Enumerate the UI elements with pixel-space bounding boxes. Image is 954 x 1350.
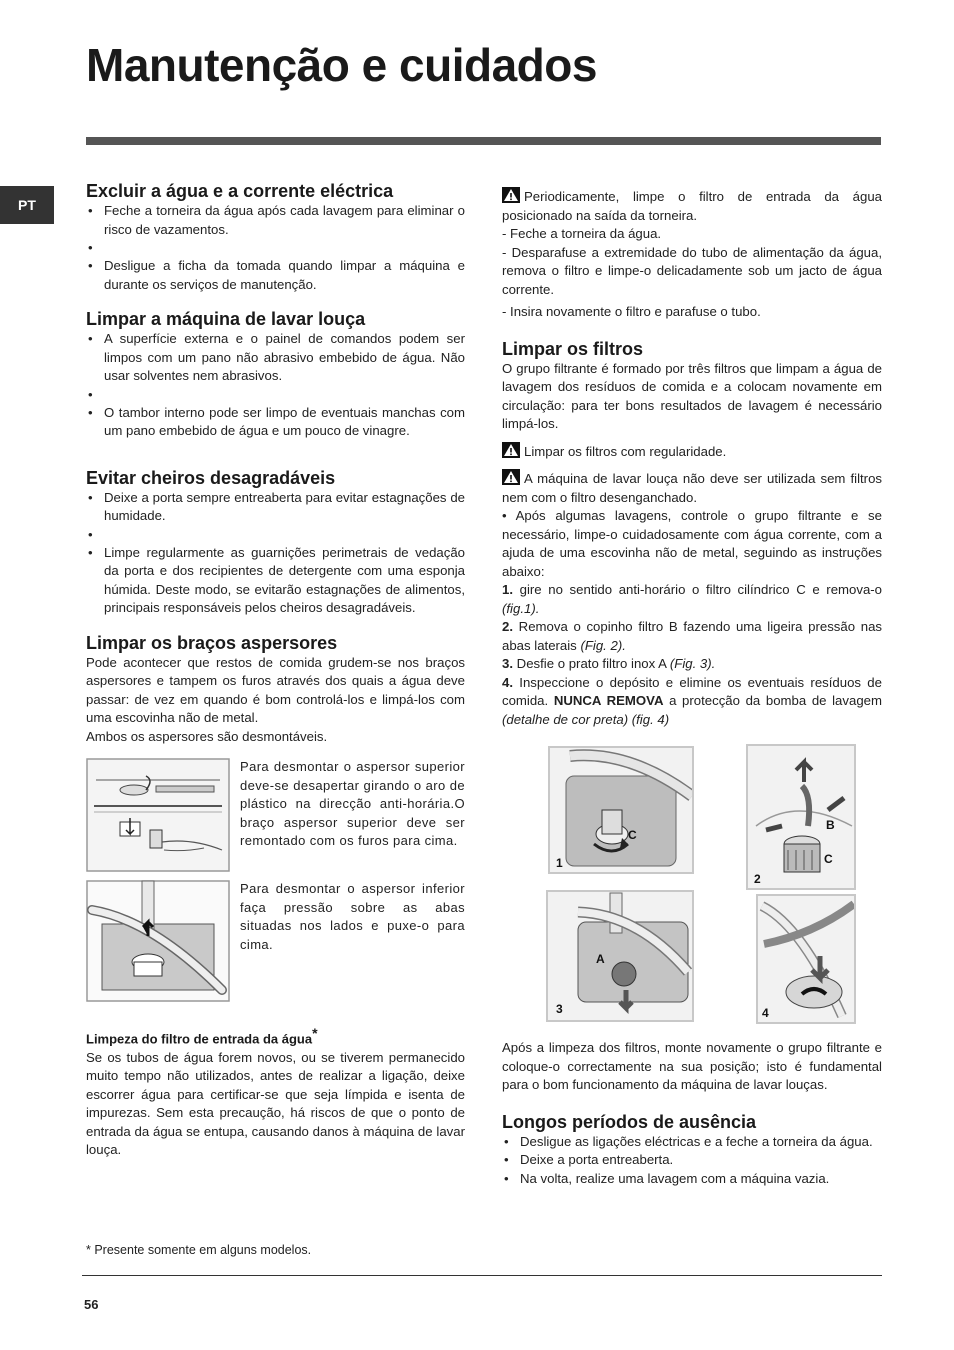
step-number: 2.: [502, 619, 513, 634]
heading-absence: Longos períodos de ausência: [502, 1111, 757, 1132]
spray-arms-text: Pode acontecer que restos de comida grudem-se nos braços aspersores e tampem os furos através dos quais a água deve passar: de vez em quando é bom controlá-los e limpá-los com uma escovinha não de metal.: [86, 654, 465, 725]
label-b: B: [826, 818, 835, 832]
step-text: a protecção da bomba de lavagem: [669, 693, 882, 708]
filter-step-2: [502, 618, 882, 655]
spray-arms-note: Ambos os aspersores são desmontáveis.: [86, 728, 328, 744]
heading-filters: Limpar os filtros: [502, 338, 644, 359]
title-divider: [86, 137, 881, 145]
list-item: • O tambor interno pode ser limpo de eventuais manchas com um pano embebido de água e um pouco de vinagre.: [86, 404, 465, 441]
upper-arm-illustration: [86, 758, 230, 872]
list-item: • Feche a torneira da água após cada lavagem para eliminar o risco de vazamentos.: [86, 202, 465, 239]
step-text: - Feche a torneira da água.: [502, 226, 662, 241]
list-odors: [86, 489, 465, 618]
step-number: 1.: [502, 582, 513, 597]
page-number: 56: [84, 1297, 99, 1312]
language-tab: PT: [0, 186, 54, 224]
figure-number: 2: [754, 872, 761, 886]
figure-number: 1: [556, 856, 563, 870]
step-text: Inspeccione o depósito e elimine os eventuais resíduos de comida.: [502, 674, 882, 708]
label-a: A: [596, 952, 605, 966]
step-text: gire no sentido anti-horário o filtro cilíndrico C e remova-o: [519, 582, 883, 597]
upper-arm-text: Para desmontar o aspersor superior deve-se desapertar girando o aro de plástico na direcção anti-horária.O braço aspersor superior deve ser remontado com os furos para cima.: [240, 759, 465, 848]
spacer: [86, 526, 465, 544]
list-clean-machine: [86, 330, 465, 441]
spacer: [86, 239, 465, 257]
inlet-filter-text: Se os tubos de água forem novos, ou se tiverem permanecido muito tempo não utilizados, antes de realizar a ligação, deixe escorrer água para certificar-se que seja límpida e isenta de impurezas. Sem esta precaução, há riscos de que o ponto de entrada da água se entupa, causando danos à máquina de lavar louça.: [86, 1049, 465, 1158]
filters-intro: O grupo filtrante é formado por três filtros que limpam a água de lavagem dos resíduos de comida e a colocam novamente em circulação: para ter bons resultados de lavagem é necessário limpá-los.: [502, 360, 882, 431]
warning-text: Limpar os filtros com regularidade.: [524, 443, 727, 459]
figure-ref: (Fig. 2).: [580, 637, 626, 653]
heading-spray-arms: Limpar os braços aspersores: [86, 632, 338, 653]
warning-inlet-filter: [502, 187, 882, 225]
footnote: * Presente somente em alguns modelos.: [86, 1243, 312, 1257]
filters-instructions: • Após algumas lavagens, controle o grupo filtrante e se necessário, limpe-o cuidadosamente com água corrente, com a ajuda de uma escovinha não de metal, seguindo as instruções abaixo:: [502, 508, 882, 579]
footnote-marker: *: [312, 1025, 318, 1041]
filter-figures: [546, 744, 856, 1026]
list-absence: [502, 1133, 882, 1189]
warning-no-filter: [502, 469, 882, 507]
list-item: • Desligue a ficha da tomada quando limpar a máquina e durante os serviços de manutenção.: [86, 257, 465, 294]
step-text: - Insira novamente o filtro e parafuse o tubo.: [502, 304, 761, 319]
list-item: • Deixe a porta entreaberta.: [502, 1151, 882, 1170]
list-water-power: [86, 202, 465, 294]
step-number: 3.: [502, 656, 513, 671]
lower-arm-illustration: [86, 880, 230, 1002]
figure-ref: (fig.1).: [502, 600, 540, 616]
page-title: Manutenção e cuidados: [86, 39, 597, 91]
lower-arm-figure-row: [86, 880, 465, 1002]
spacer: [86, 386, 465, 404]
figure-number: 4: [762, 1006, 769, 1020]
heading-clean-machine: Limpar a máquina de lavar louça: [86, 309, 366, 329]
label-c: C: [628, 828, 637, 842]
emphasis: NUNCA REMOVA: [553, 693, 664, 708]
figure-ref: (detalhe de cor preta) (fig. 4): [502, 711, 670, 727]
right-column-lower: [502, 1039, 882, 1188]
after-cleaning-text: Após a limpeza dos filtros, monte novamente o grupo filtrante e coloque-o correctamente na sua posição; isto é fundamental para o bom funcionamento da máquina de lavar louças.: [502, 1040, 882, 1092]
list-item: • Limpe regularmente as guarnições perimetrais de vedação da porta e dos recipientes de detergente com uma esponja húmida. Deste modo, se evitarão estagnações de alimentos, principais responsáveis pelos cheiros desagradáveis.: [86, 544, 465, 618]
step-text: - Desparafuse a extremidade do tubo de alimentação da água, remova o filtro e limpe-o delicadamente sob um jacto de água corrente.: [502, 244, 882, 297]
figure-ref: (Fig. 3).: [669, 656, 716, 671]
figure-4: [756, 894, 856, 1024]
warning-icon: [502, 442, 520, 458]
figure-3: [546, 890, 694, 1022]
list-item: • Desligue as ligações eléctricas e a feche a torneira da água.: [502, 1133, 882, 1152]
figure-number: 3: [556, 1002, 563, 1016]
right-column: [502, 187, 882, 729]
filter-step-4: [502, 674, 882, 730]
step-text: Remova o copinho filtro B fazendo uma ligeira pressão nas abas laterais: [502, 619, 882, 653]
warning-icon: [502, 469, 520, 485]
inlet-filter-title: Limpeza do filtro de entrada da água: [86, 1031, 313, 1047]
warning-text: A máquina de lavar louça não deve ser utilizada sem filtros nem com o filtro desenganchado.: [502, 471, 882, 505]
label-c: C: [824, 852, 833, 866]
heading-water-power: Excluir a água e a corrente eléctrica: [86, 181, 394, 201]
left-column: [86, 180, 465, 1160]
filter-step-1: [502, 581, 882, 618]
list-item: • Na volta, realize uma lavagem com a máquina vazia.: [502, 1170, 882, 1189]
warning-filters-regular: [502, 442, 882, 462]
heading-inlet-filter: [86, 1024, 465, 1049]
heading-odors: Evitar cheiros desagradáveis: [86, 467, 336, 488]
upper-arm-figure-row: [86, 758, 465, 872]
figure-1: [548, 746, 694, 874]
list-item: • Deixe a porta sempre entreaberta para evitar estagnações de humidade.: [86, 489, 465, 526]
warning-icon: [502, 187, 520, 203]
list-item: • A superfície externa e o painel de comandos podem ser limpos com um pano não abrasivo embebido de água. Não usar solventes nem abrasivos.: [86, 330, 465, 386]
step-text: Desfie o prato filtro inox A: [516, 656, 667, 671]
warning-text: Periodicamente, limpe o filtro de entrada da água posicionado na saída da torneira.: [502, 189, 882, 223]
lower-arm-text: Para desmontar o aspersor inferior faça pressão sobre as abas situadas nos lados e puxe-o para cima.: [240, 881, 465, 952]
inlet-filter-section: [86, 1024, 465, 1160]
filter-step-3: [502, 655, 882, 674]
step-number: 4.: [502, 674, 513, 690]
figure-2: [746, 744, 856, 890]
footer-divider: [82, 1275, 882, 1276]
